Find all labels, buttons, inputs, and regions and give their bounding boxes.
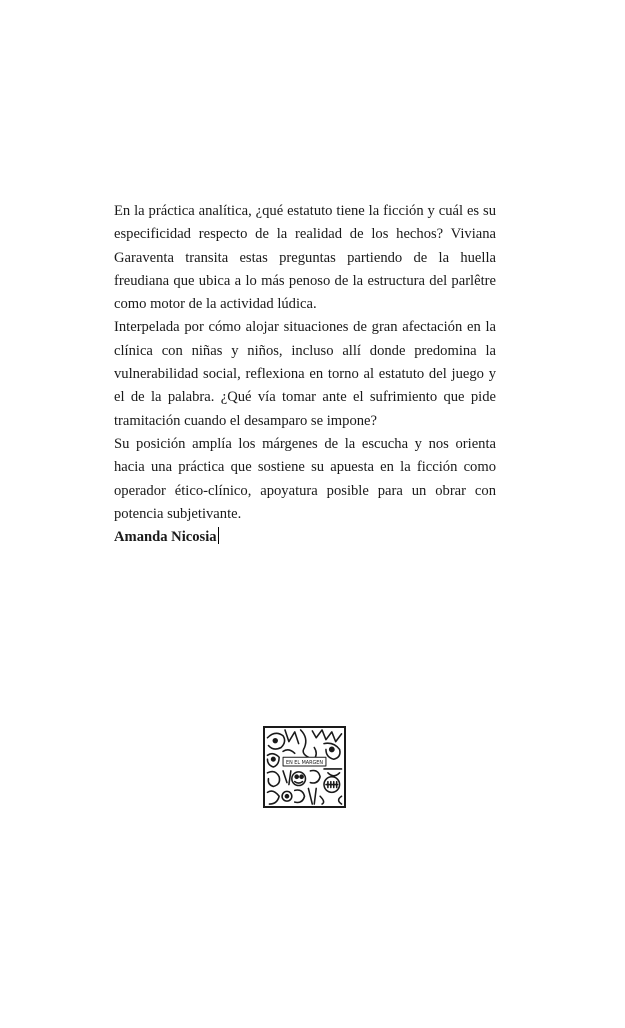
- signature-line: [114, 526, 496, 549]
- signature: Amanda Nicosia: [114, 529, 217, 546]
- publisher-logo-icon: [265, 728, 344, 806]
- paragraph-1: En la práctica analítica, ¿qué estatuto tiene la ficción y cuál es su especificidad respecto de la realidad de los hechos? Viviana Garaventa transita estas preguntas partiendo de la huella freudiana que ubica a lo más penoso de la estructura del parlêtre como motor de la actividad lúdica.: [114, 203, 496, 313]
- paragraph-2: Interpelada por cómo alojar situaciones de gran afectación en la clínica con niñas y niños, incluso allí donde predomina la vulnerabilidad social, reflexiona en torno al estatuto del juego y el de la palabra. ¿Qué vía tomar ante el sufrimiento que pide tramitación cuando el desamparo se impone?: [114, 319, 496, 429]
- text-cursor: [218, 527, 219, 544]
- publisher-logo-label: EN EL MARGEN: [286, 760, 323, 767]
- publisher-logo: [263, 726, 346, 808]
- paragraph-3: Su posición amplía los márgenes de la escucha y nos orienta hacia una práctica que sostiene su apuesta en la ficción como operador ético-clínico, apoyatura posible para un obrar con potencia subjetivante.: [114, 435, 496, 522]
- back-cover-text: [114, 200, 496, 549]
